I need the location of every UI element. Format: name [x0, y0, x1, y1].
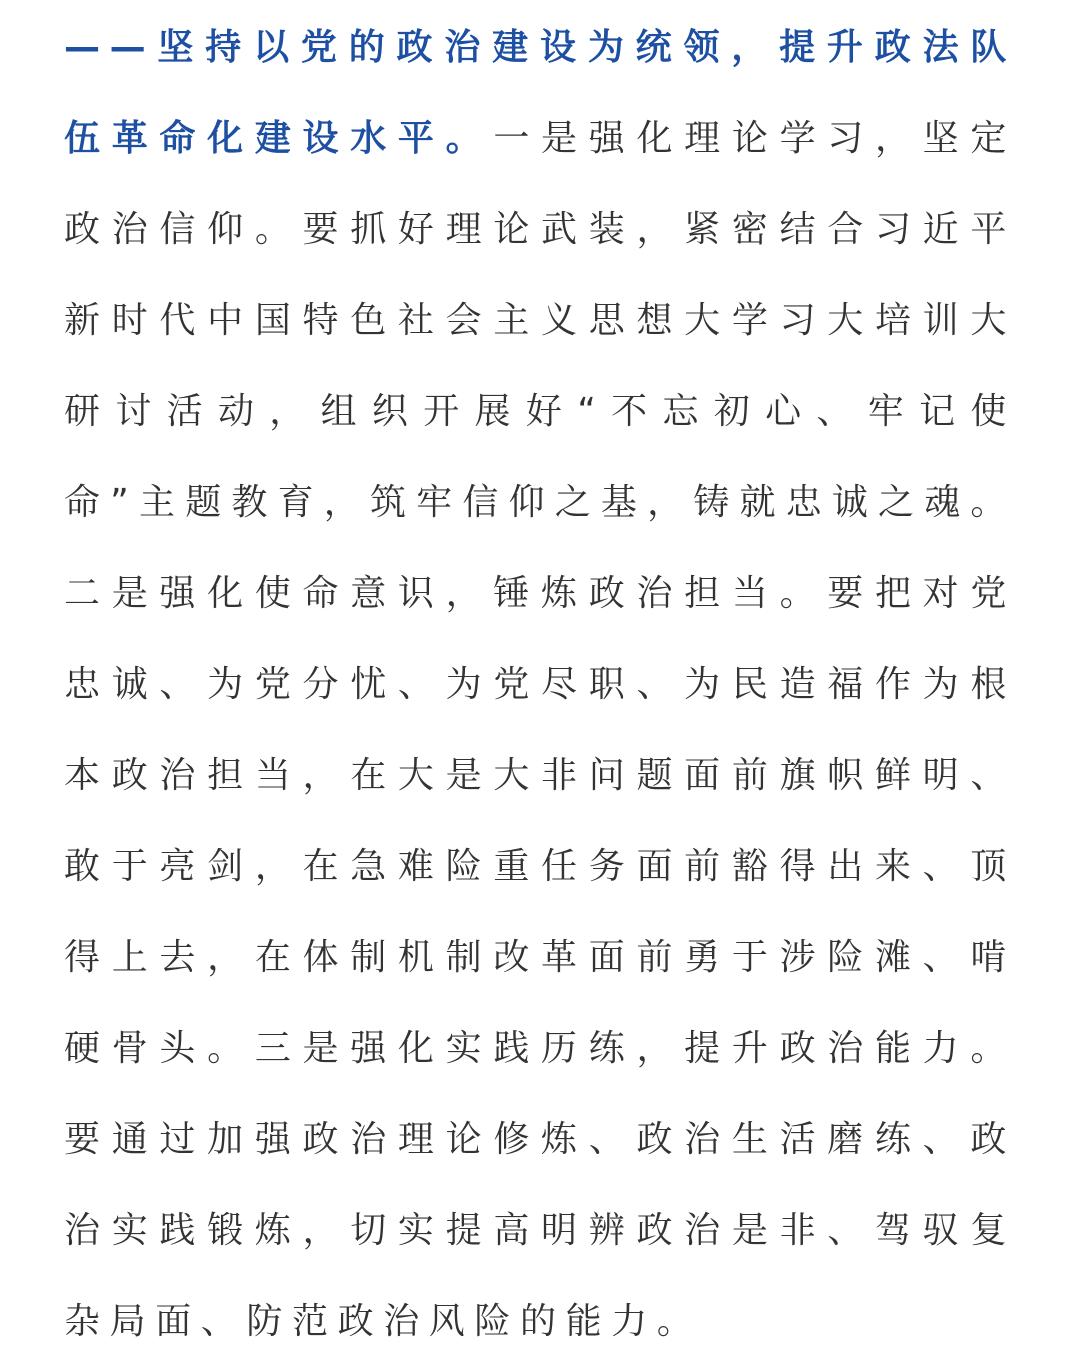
article-paragraph	[64, 2, 1016, 1367]
section-heading: ——坚持以党的政治建设为统领，提升政法队伍革命化建设水平。	[64, 27, 1016, 159]
paragraph-body: 一是强化理论学习，坚定政治信仰。要抓好理论武装，紧密结合习近平新时代中国特色社会主义思想大学习大培训大研讨活动，组织开展好“不忘初心、牢记使命”主题教育，筑牢信仰之基，铸就忠诚之魂。二是强化使命意识，锤炼政治担当。要把对党忠诚、为党分忧、为党尽职、为民造福作为根本政治担当，在大是大非问题面前旗帜鲜明、敢于亮剑，在急难险重任务面前豁得出来、顶得上去，在体制机制改革面前勇于涉险滩、啃硬骨头。三是强化实践历练，提升政治能力。要通过加强政治理论修炼、政治生活磨练、政治实践锻炼，切实提高明辨政治是非、驾驭复杂局面、防范政治风险的能力。	[64, 118, 1016, 1342]
